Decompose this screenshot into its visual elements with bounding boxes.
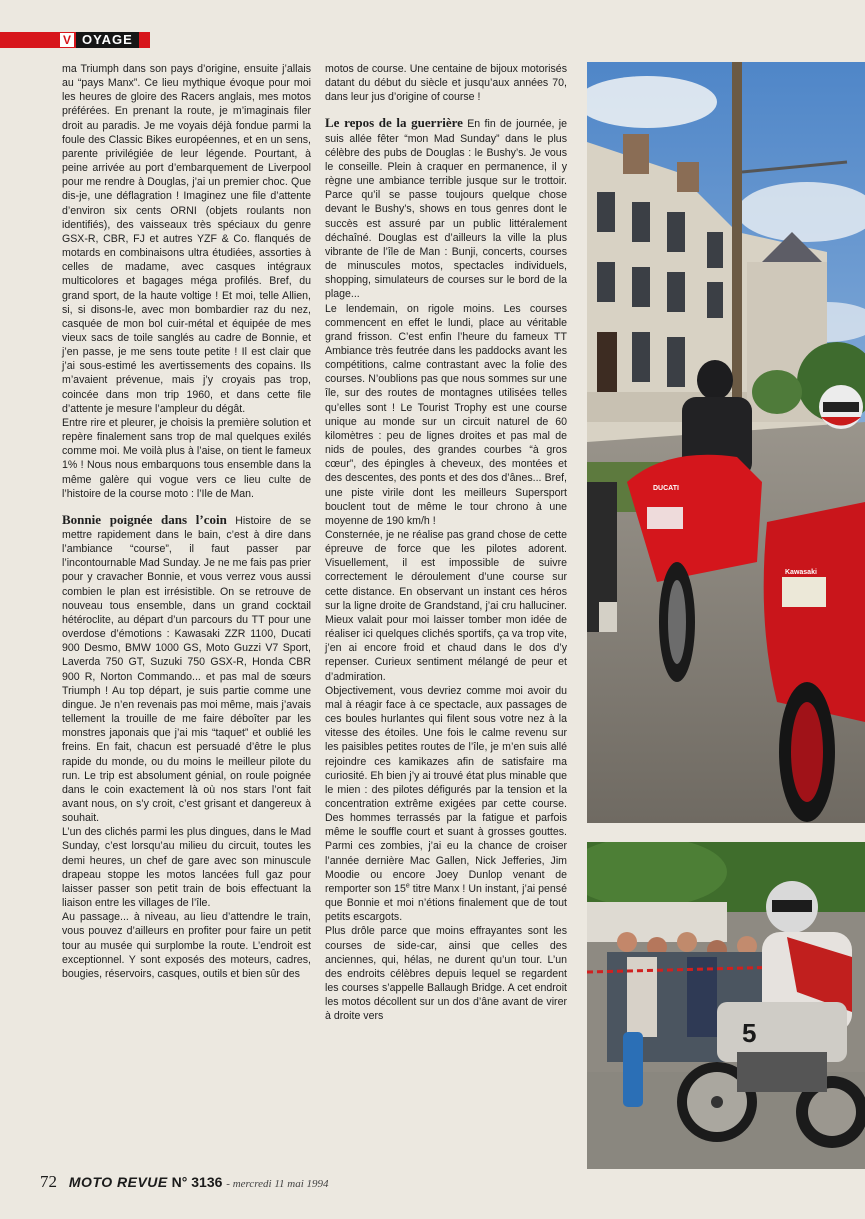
superscript: e bbox=[405, 882, 410, 890]
paragraph-text: Objectivement, vous devriez comme moi avoir du mal à réagir face à ce spectacle, aux passages de ces boules hurlantes qui filent sous votre nez à la vitesse des étoiles. Une fois le calme revenu sur les paisibles petites routes de l’île, je m’en suis allé rejoindre ces kamikazes afin de satisfaire ma curiosité. Eh bien j’y ai trouvé état plus minable que le mien : des pilotes défigurés par la tension et la concentration extrême exigées par cette course. Des hommes terrassés par la fatigue et parfois même le souffle court et suant à grosses gouttes. Parmi ces zombies, j’ai eu la chance de croiser l’année dernière Mac Gallen, Nick Jefferies, Jim Moodie ou encore Joey Dunlop venant de remporter son 15 bbox=[325, 684, 567, 895]
paragraph bbox=[62, 513, 311, 825]
page-number: 72 bbox=[40, 1172, 57, 1191]
paragraph: Entre rire et pleurer, je choisis la première solution et repère finalement sans trop de mal quelques exilés comme moi. Me voilà plus à l’aise, on tient le fameux 1% ! Nous nous embarquons tous ensemble dans la même galère qui vogue vers ce lieu culte de l’histoire de la course moto : l’Ile de Man. bbox=[62, 416, 311, 500]
subheading: Le repos de la guerrière bbox=[325, 115, 463, 131]
section-header bbox=[0, 32, 150, 48]
photo-street-bikers bbox=[587, 62, 865, 823]
paragraph: L’un des clichés parmi les plus dingues, dans le Mad Sunday, c’est lorsqu’au milieu du circuit, toutes les demi heures, un chef de gare avec son minuscule drapeau stoppe les motos lancées full gaz pour laisser passer son petit train de bois effectuant la liaison entre les villages de l’île. bbox=[62, 826, 311, 910]
paragraph: Consternée, je ne réalise pas grand chose de cette épreuve de force que les pilotes adorent. Visuellement, il est impossible de suivre correctement le déroulement d’une course sur cette distance. En observant un instant ces héros sur la ligne droite de Grandstand, j’ai cru halluciner. Mieux valait pour moi laisser tomber mon idée de réaliser ici quelques clichés sportifs, ça va trop vite, j’en ai encore froid et chaud dans le dos d’y repenser. Curieux sentiment mélangé de peur et d’admiration. bbox=[325, 529, 567, 683]
paragraph-text: titre Manx ! Un instant, j’ai pensé que Bonnie et moi n’étions finalement que de tout petits escargots. bbox=[325, 882, 567, 924]
paragraph bbox=[325, 116, 567, 301]
photo-racer-paddock bbox=[587, 842, 865, 1169]
bike-brand-ducati: DUCATI bbox=[653, 485, 679, 492]
section-logo-letter: V bbox=[60, 33, 74, 47]
photo-racer-paddock-image bbox=[587, 842, 865, 1169]
article-column-middle bbox=[325, 62, 567, 1023]
section-title: OYAGE bbox=[76, 32, 139, 48]
subheading: Bonnie poignée dans l’coin bbox=[62, 511, 227, 527]
paragraph: Plus drôle parce que moins effrayantes sont les courses de side-car, ainsi que celles des anciennes, qui, hélas, ne durent qu’un tour. L’un des endroits célèbres depuis lequel se regardent les courses s’appelle Ballaugh Bridge. A cet endroit les motos décollent sur un dos d’âne avant de virer à droite vers bbox=[325, 925, 567, 1023]
paragraph: Au passage... à niveau, au lieu d’attendre le train, vous pouvez d’ailleurs en profiter pour faire un petit tour au musée qui surplombe la route. L’endroit est exceptionnel. Y sont exposés des moteurs, cadres, bougies, réservoirs, casques, outils et bien sûr des bbox=[62, 911, 311, 980]
paragraph: Le lendemain, on rigole moins. Les courses commencent en effet le lundi, place au véritable grand frisson. C’est enfin l’heure du fameux TT Ambiance très feutrée dans les paddocks avant les compétitions, calme contrastant avec la folie des courses. N’oublions pas que nous sommes sur une île, sur des routes de montagnes utilisées telles qu’elles sont ! Le Tourist Trophy est une course unique au monde sur un circuit naturel de 60 kilomètres : peu de lignes droites et pas mal de nids de poules, des grandes courbes “à gros cœur”, des épingles à cheveux, des montées et des descentes, des ponts et des dos d’ânes... Bref, une piste virile dont les meilleurs Supersport bouclent tout de même le tour chrono à une moyenne de 190 km/h ! bbox=[325, 302, 567, 527]
page-footer bbox=[40, 1172, 329, 1194]
article-column-left bbox=[62, 62, 311, 981]
paragraph bbox=[325, 684, 567, 925]
photo-street-bikers-image bbox=[587, 62, 865, 823]
issue-date: - mercredi 11 mai 1994 bbox=[226, 1178, 329, 1190]
paragraph: ma Triumph dans son pays d’origine, ensuite j’allais au “pays Manx”. Ce lieu mythique évoque pour moi les heures de gloire des Racers anglais, mes motos préférées. En prenant la route, je m’imaginais filer droit au paradis. Je me voyais déjà fondue parmi la foule des Classic Bikes européennes, et en un sens, parente privilégiée de leur légende. Pourtant, à peine arrivée au port d’embarquement de Liverpool pour me rendre à Douglas, j’ai un premier choc. Que dis-je, une déflagration ! Imaginez une file d’attente d’environ six cents ORNI (objets roulants non identifiés), des vaisseaux très spéciaux du genre GSX-R, CBR, FJ et autres YZF & Co. flanqués de motards en combinaisons ultra étudiées, assorties à celles de madame, avec casques intégraux multicolores et bagages méga profilés. Bref, du grand sport, de la haute voltige ! Et moi, telle Allien, si, si disons-le, avec mon bombardier raz du nez, casquée de mon bol cuir-métal et équipée de mes vieux sacs de toile sanglés au cadre de Bonnie, et j’en passe, je me sens toute petite ! Il est clair que j’ai sous-estimé les avertissements des copains. Ils m’avaient prévenue, mais j’y croyais pas trop, coincée dans mon trip 1960, et dans cette file d’attente je mesure l’ampleur du dégât. bbox=[62, 63, 311, 415]
bike-brand-kawasaki: Kawasaki bbox=[785, 569, 817, 576]
race-number: 5 bbox=[742, 1018, 757, 1048]
magazine-name: MOTO REVUE bbox=[68, 1174, 168, 1190]
paragraph: motos de course. Une centaine de bijoux motorisés datant du début du siècle et jusqu’aux années 70, dans leur jus d’origine of course ! bbox=[325, 63, 567, 104]
paragraph-text: Histoire de se mettre rapidement dans le bain, c’est à dire dans l’ambiance “course”, il faut passer par l’incontournable Mad Sunday. Je ne me fais pas prier pour y cravacher Bonnie, et vous verrez vous aussi combien le plan est irrésistible. On se retrouve de nouveau tous ensemble, dans un grand cocktail hétéroclite, au départ d’un parcours du TT pour une overdose d’émotions : Kawasaki ZZR 1100, Ducati 900 Desmo, BMW 1000 GS, Moto Guzzi V7 Sport, Laverda 750 GT, Suzuki 750 GSX-R, Honda CBR 900 R, Norton Commando... et pas mal de sœurs Triumph ! Au top départ, je suis partie comme une dingue. Je n’en revenais pas moi même, mais j’avais tellement la trouille de me faire déboîter par les monstres japonais que j’ai mis “taquet” et oublié les freins. En fait, chacun est persuadé d’être le plus rapide du monde, ou du moins le meilleur pilote du run. Le trip est absolument génial, on roule poignée dans le coin exactement là où nos stars l’ont fait avant nous, on s’y croit, c’est grisant et dangereux à souhait. bbox=[62, 514, 311, 825]
paragraph-text: En fin de journée, je suis allée fêter “mon Mad Sunday” dans le plus célèbre des pubs de Douglas : le Bushy’s. Je vous le conseille. Plein à craquer en permanence, il y règne une ambiance terrible jusque sur le trottoir. Parce qu’il se passe toujours quelque chose devant le Bushy’s, shows en tous genres dont le succès est assuré par un public littéralement déchaîné. Douglas est d’ailleurs la ville la plus vibrante de l’île de Man : Bunji, concerts, courses de minuscules motos, spectacles individuels, shopping, simulateurs de courses sur le bord de la plage... bbox=[325, 118, 567, 301]
issue-number: N° 3136 bbox=[171, 1174, 223, 1190]
